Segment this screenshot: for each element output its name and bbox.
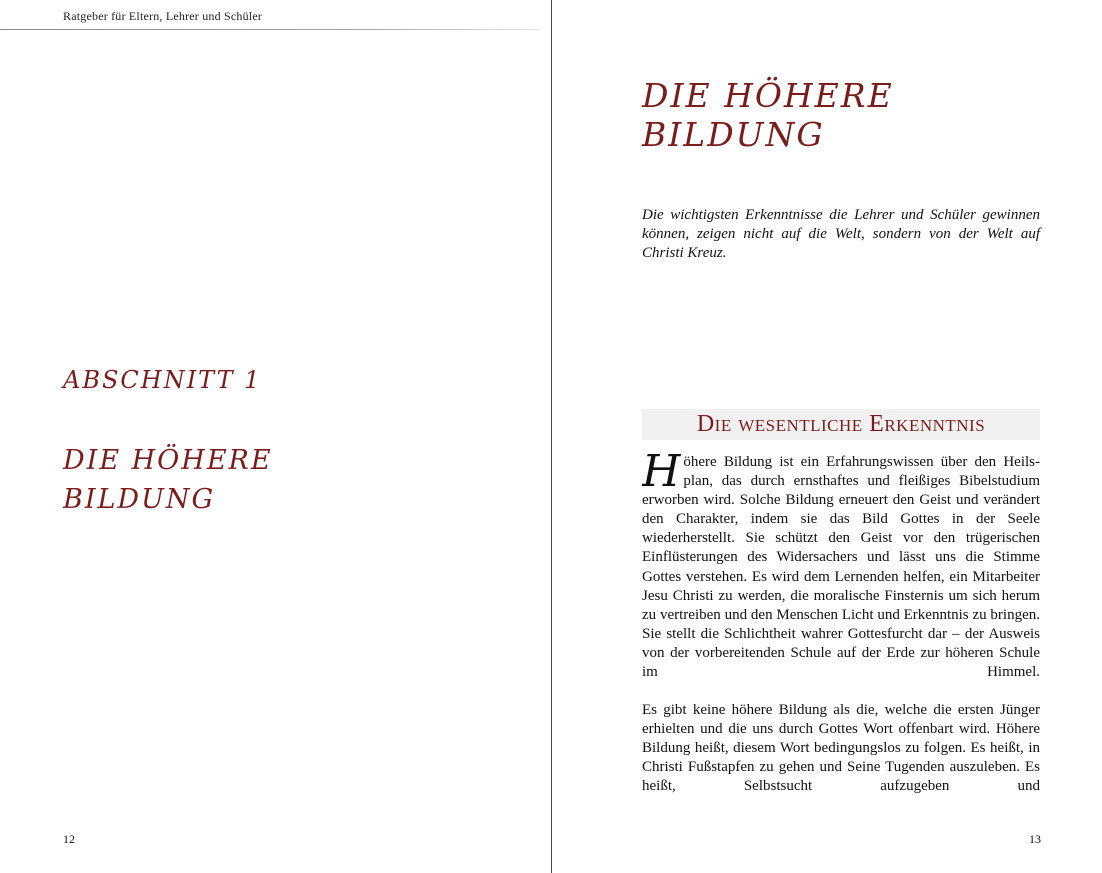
title-line: BILDUNG <box>63 484 216 515</box>
chapter-title-left <box>63 441 273 519</box>
title-line: DIE HÖHERE <box>642 76 894 115</box>
drop-cap: H <box>642 453 681 497</box>
chapter-title-right <box>642 76 894 154</box>
header-rule <box>0 29 540 30</box>
paragraph: Es gibt keine höhere Bildung als die, welche die ersten Jünger erhielten und die uns durch Gottes Wort offenbart wird. Höhere Bildung heißt, diesem Wort bedingungslos zu folgen. Es heißt, in Christi Fußstapfen zu gehen und Seine Tugenden auszuleben. Es heißt, Selbstsucht aufzugeben und <box>642 702 1040 795</box>
paragraph-text: öhere Bildung ist ein Erfahrungswissen über den Heilsplan, das durch ernsthaftes und fleißiges Bibelstudium erworben wird. Solche Bildung erneuert den Geist und verändert den Charakter, indem sie das Bild Gottes in der Seele wiederherstellt. Sie schützt den Geist vor den trügerischen Einflüsterungen des Widersachers und lässt uns die Stimme Gottes verstehen. Es wird dem Lernenden helfen, ein Mitarbeiter Jesu Christi zu werden, die moralische Finsternis um sich herum zu vertreiben und den Menschen Licht und Erkenntnis zu bringen. Sie stellt die Schlichtheit wahrer Gottesfurcht dar – der Ausweis von der vorbereitenden Schule auf der Erde zur höheren Schule im Himmel. <box>642 454 1040 681</box>
chapter-motto: Die wichtigsten Erkenntnisse die Lehrer und Schüler gewinnen können, zeigen nicht auf die Welt, sondern von der Welt auf Christi Kreuz. <box>642 207 1040 261</box>
subheading-box <box>642 409 1040 440</box>
title-line: DIE HÖHERE <box>63 445 273 476</box>
paragraph <box>642 453 1040 682</box>
page-number-left: 12 <box>63 832 75 846</box>
title-line: BILDUNG <box>642 115 825 154</box>
right-page <box>552 0 1102 873</box>
body-text <box>642 453 1040 797</box>
running-head: Ratgeber für Eltern, Lehrer und Schüler <box>63 9 263 23</box>
subheading: Die wesentliche Erkenntnis <box>696 411 986 437</box>
page-number-right: 13 <box>1029 832 1041 846</box>
section-label: ABSCHNITT 1 <box>63 366 262 394</box>
